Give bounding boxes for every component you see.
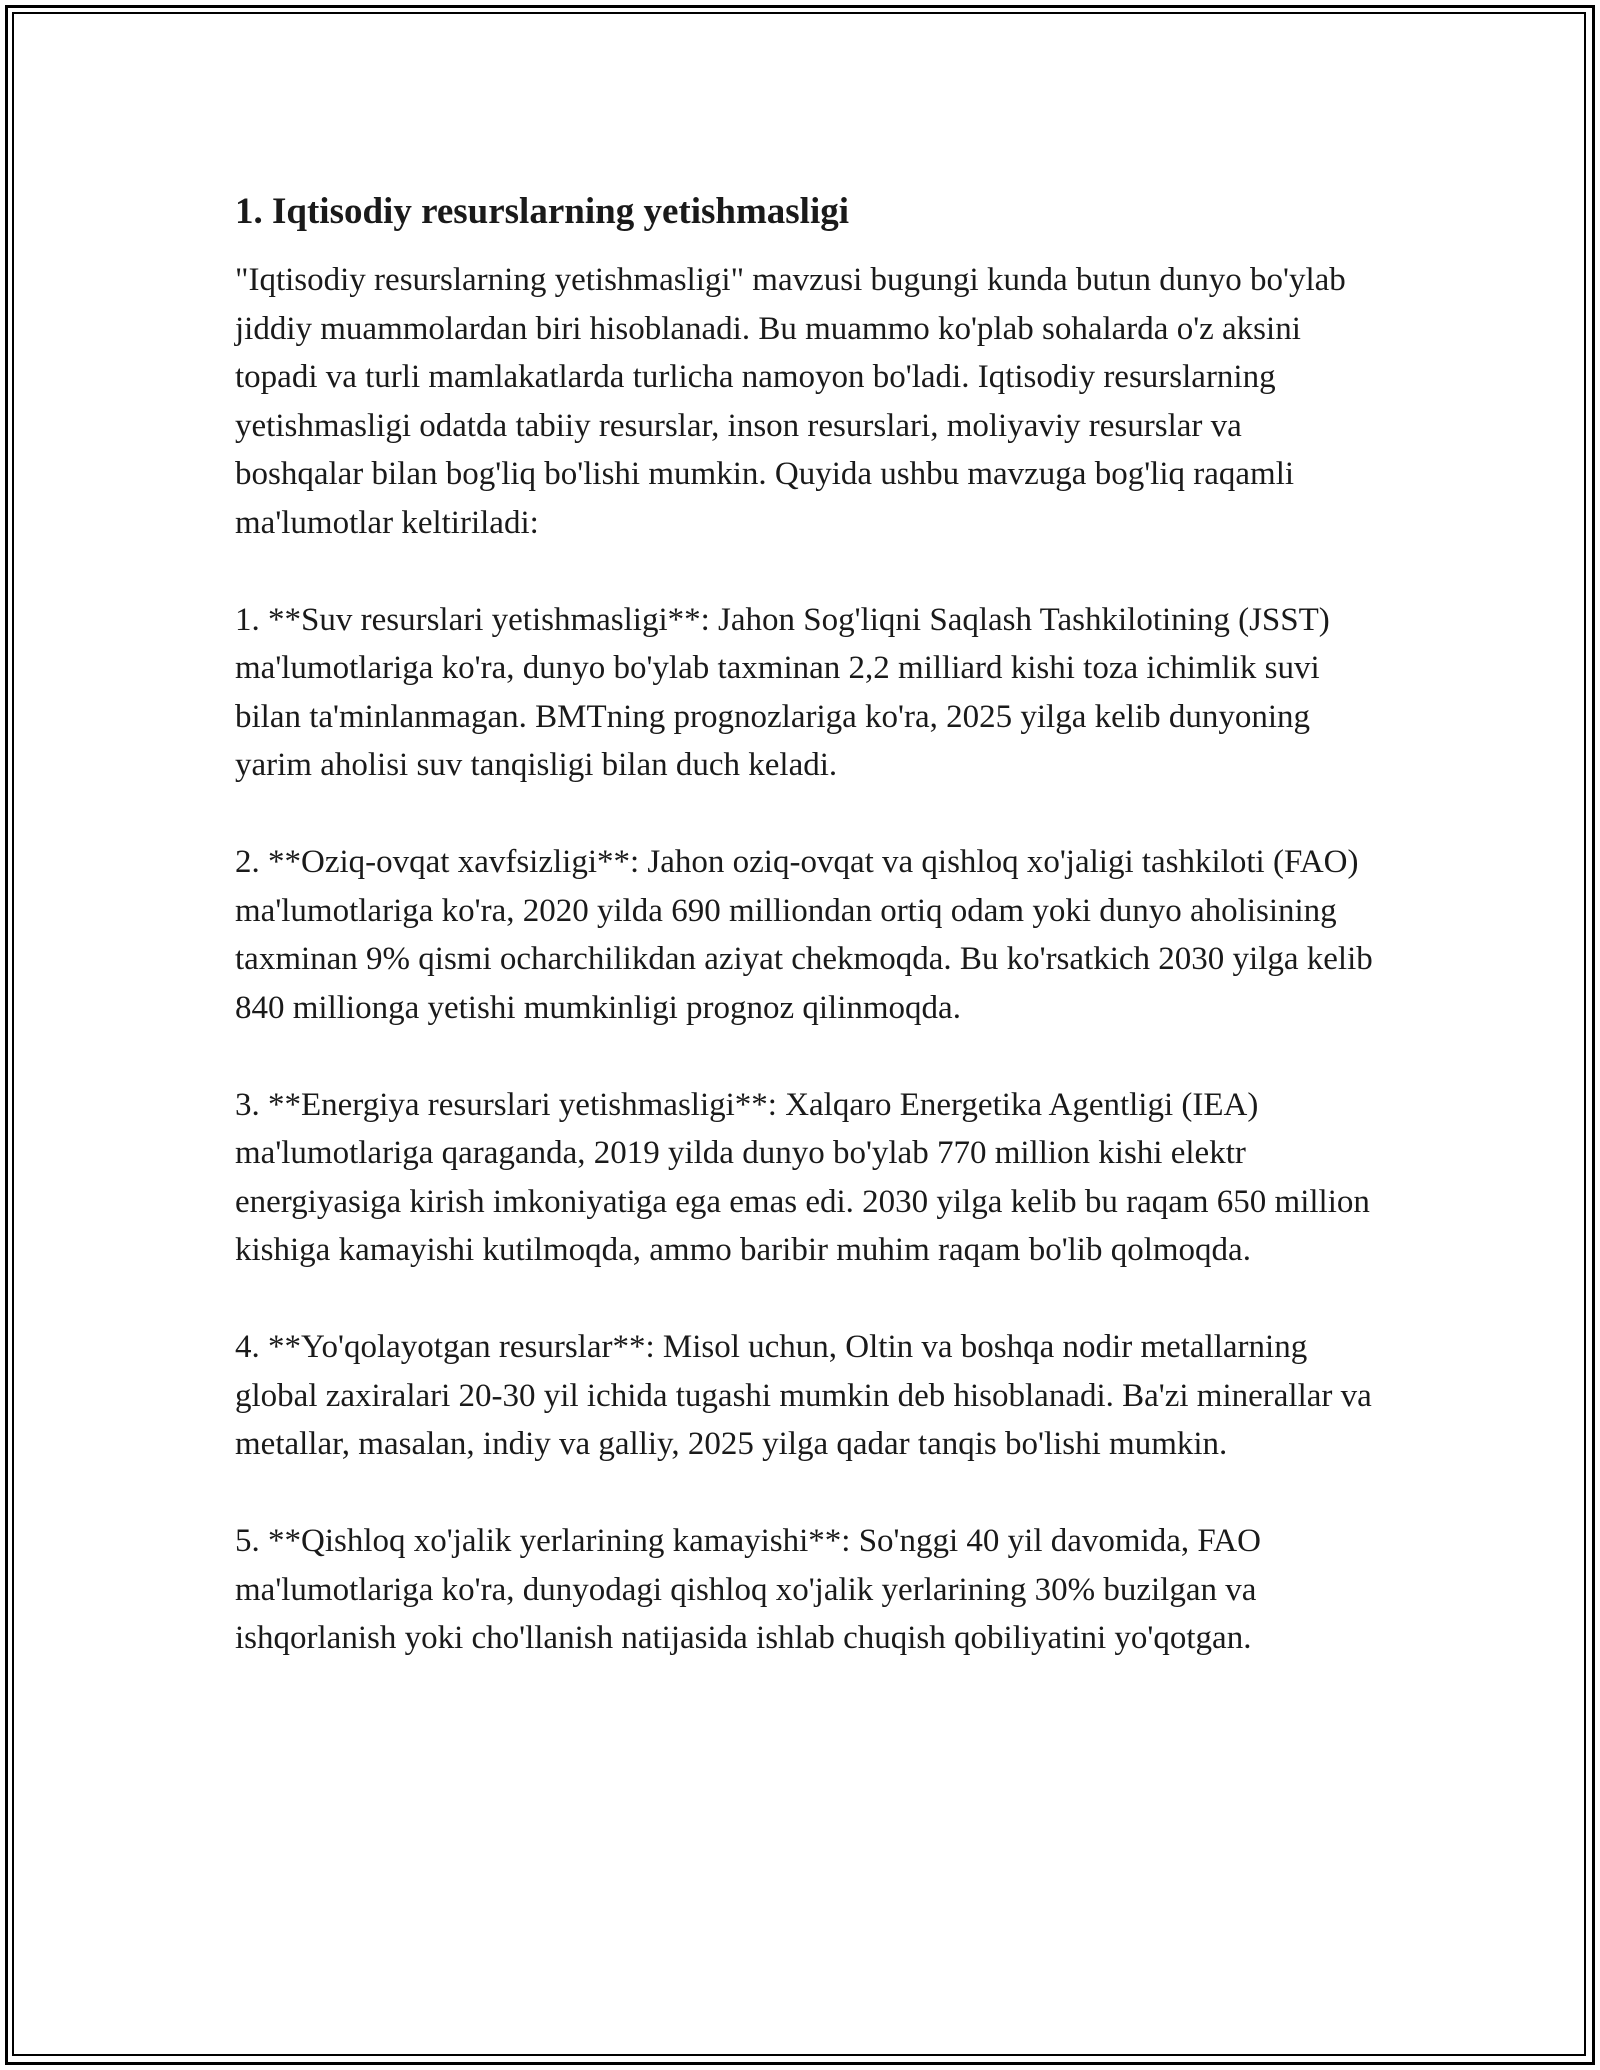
document-body [235,188,1375,1663]
intro-paragraph: "Iqtisodiy resurslarning yetishmasligi" mavzusi bugungi kunda butun dunyo bo'ylab jiddiy muammolardan biri hisoblanadi. Bu muammo ko'plab sohalarda o'z aksini topadi va turli mamlakatlarda turlicha namoyon bo'ladi. Iqtisodiy resurslarning yetishmasligi odatda tabiiy resurslar, inson resurslari, moliyaviy resurslar va boshqalar bilan bog'liq bo'lishi mumkin. Quyida ushbu mavzuga bog'liq raqamli ma'lumotlar keltiriladi: [235,262,1346,541]
list-item-food-security: 2. **Oziq-ovqat xavfsizligi**: Jahon oziq-ovqat va qishloq xo'jaligi tashkiloti (FAO) ma'lumotlariga ko'ra, 2020 yilda 690 milliondan ortiq odam yoki dunyo aholisining taxminan 9% qismi ocharchilikdan aziyat chekmoqda. Bu ko'rsatkich 2030 yilga kelib 840 millionga yetishi mumkinligi prognoz qilinmoqda. [235,844,1373,1026]
list-item-agricultural-land: 5. **Qishloq xo'jalik yerlarining kamayishi**: So'nggi 40 yil davomida, FAO ma'lumotlariga ko'ra, dunyodagi qishloq xo'jalik yerlarining 30% buzilgan va ishqorlanish yoki cho'llanish natijasida ishlab chuqish qobiliyatini yo'qotgan. [235,1523,1261,1656]
list-item-disappearing-resources: 4. **Yo'qolayotgan resurslar**: Misol uchun, Oltin va boshqa nodir metallarning global zaxiralari 20-30 yil ichida tugashi mumkin deb hisoblanadi. Ba'zi minerallar va metallar, masalan, indiy va galliy, 2025 yilga qadar tanqis bo'lishi mumkin. [235,1329,1372,1462]
list-item-energy-resources: 3. **Energiya resurslari yetishmasligi**: Xalqaro Energetika Agentligi (IEA) ma'lumotlariga qaraganda, 2019 yilda dunyo bo'ylab 770 million kishi elektr energiyasiga kirish imkoniyatiga ega emas edi. 2030 yilga kelib bu raqam 650 million kishiga kamayishi kutilmoqda, ammo baribir muhim raqam bo'lib qolmoqda. [235,1086,1370,1268]
list-item-water-resources: 1. **Suv resurslari yetishmasligi**: Jahon Sog'liqni Saqlash Tashkilotining (JSST) ma'lumotlariga ko'ra, dunyo bo'ylab taxminan 2,2 milliard kishi toza ichimlik suvi bilan ta'minlanmagan. BMTning prognozlariga ko'ra, 2025 yilga kelib dunyoning yarim aholisi suv tanqisligi bilan duch keladi. [235,601,1330,783]
section-title: 1. Iqtisodiy resurslarning yetishmasligi [235,191,850,232]
